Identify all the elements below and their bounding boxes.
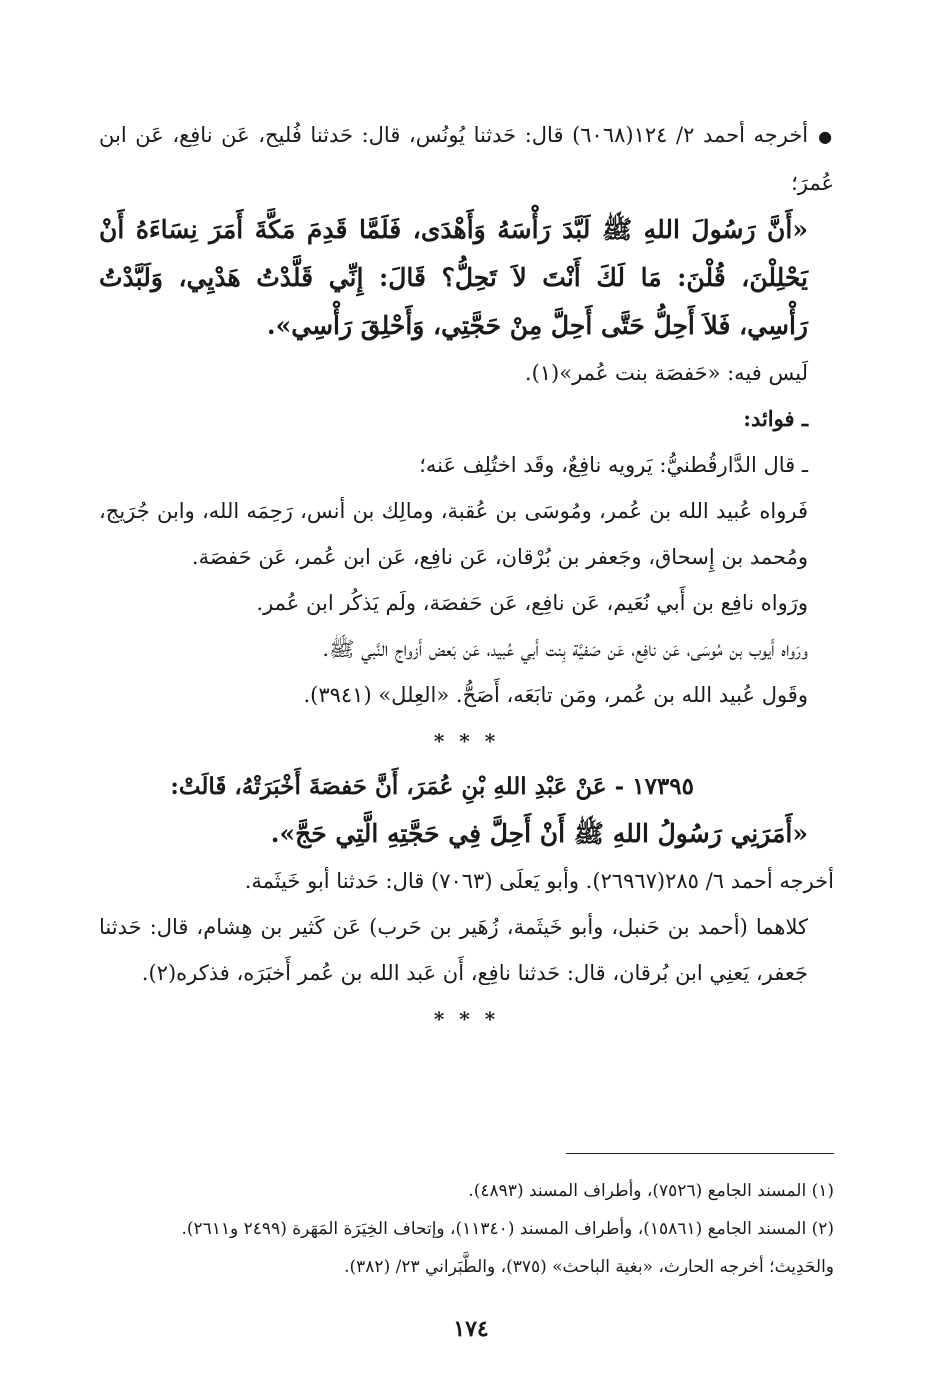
page-number: ١٧٤ — [453, 1316, 489, 1342]
section-separator: * * * — [433, 729, 500, 753]
hadith-number-line: ١٧٣٩٥ - عَنْ عَبْدِ اللهِ بْنِ عُمَرَ، أَنَّ حَفصَةَ أَخْبَرَتْهُ، قَالَتْ: — [170, 773, 694, 800]
footnote: والحَدِيث؛ أخرجه الحارث، «بغية الباحث» (٣٧٥)، والطَّبَراني ٢٣/ (٣٨٢). — [344, 1257, 834, 1277]
benefits-line: ـ قال الدَّارقُطنيُّ: يَرويه نافِعٌ، وقَد اختُلِف عَنه؛ — [419, 453, 808, 477]
bullet-icon: ● — [818, 127, 834, 146]
source-line-2: أخرجه أحمد ٦/ ٢٨٥(٢٦٩٦٧). وأبو يَعلَى (٧٠٦٣) قال: حَدثنا أبو خَيثَمة. — [244, 869, 834, 893]
benefits-line: وقَول عُبيد الله بن عُمر، ومَن تابَعَه، أَصَحُّ. «العِلل» (٣٩٤١). — [303, 683, 808, 707]
footnote: (١) المسند الجامع (٧٥٢٦)، وأطراف المسند (٤٨٩٣). — [468, 1181, 834, 1201]
chain-line: كلاهما (أحمد بن حَنبل، وأبو خَيثَمة، زُهَير بن حَرب) عَن كَثير بن هِشام، قال: حَدثنا جَعفر، يَعنِي ابن بُرقان، قال: حَدثنا نافِع، أَن عَبد الله بن عُمر أَخبَرَه، فذكره(٢). — [99, 915, 808, 985]
benefits-line: ورَواه نافِع بن أَبي نُعَيم، عَن نافِع، عَن حَفصَة، ولَم يَذكُر ابن عُمر. — [256, 591, 808, 615]
note-line: لَيس فيه: «حَفصَة بنت عُمر»(١). — [524, 361, 808, 385]
benefits-heading: ـ فوائد: — [743, 406, 808, 431]
source-line-1: ●أخرجه أحمد ٢/ ١٢٤(٦٠٦٨) قال: حَدثنا يُونُس، قال: حَدثنا فُليح، عَن نافِع، عَن ابن عُمرَ؛ — [99, 123, 834, 195]
footnotes — [99, 1172, 834, 1286]
benefits-line: ورَواه أَيوب بن مُوسَى، عَن نافِع، عَن صَفيَّة بِنت أَبي عُبيد، عَن بَعض أَزواج النَّبي ﷺ. — [322, 637, 808, 661]
footnote-rule — [566, 1153, 834, 1154]
hadith-text-2: «أَمَرَنِي رَسُولُ اللهِ ﷺ أَنْ أَحِلَّ فِي حَجَّتِهِ الَّتِي حَجَّ». — [270, 819, 808, 848]
main-text — [99, 112, 834, 1042]
hadith-text-1: «أَنَّ رَسُولَ اللهِ ﷺ لَبَّدَ رَأْسَهُ وَأَهْدَى، فَلَمَّا قَدِمَ مَكَّةَ أَمَرَ نِسَاءَهُ أَنْ يَحْلِلْنَ، قُلْنَ: مَا لَكَ أَنْتَ لاَ تَحِلُّ؟ قَالَ: إِنِّي قَلَّدْتُ هَدْيِي، وَلَبَّدْتُ رَأْسِي، فَلاَ أَحِلُّ حَتَّى أَحِلَّ مِنْ حَجَّتِي، وَأَحْلِقَ رَأْسِي». — [99, 215, 808, 340]
benefits-line: فَرواه عُبيد الله بن عُمر، ومُوسَى بن عُقبة، ومالِك بن أنس، رَحِمَه الله، وابن جُرَيج، ومُحمد بن إِسحاق، وجَعفر بن بُرْقان، عَن نافِع، عَن ابن عُمر، عَن حَفصَة. — [99, 499, 808, 569]
section-separator: * * * — [433, 1007, 500, 1031]
footnote: (٢) المسند الجامع (١٥٨٦١)، وأطراف المسند (١١٣٤٠)، وإتحاف الخِيَرَة المَهَرة (٢٤٩٩ و٢٦١١). — [181, 1219, 834, 1239]
